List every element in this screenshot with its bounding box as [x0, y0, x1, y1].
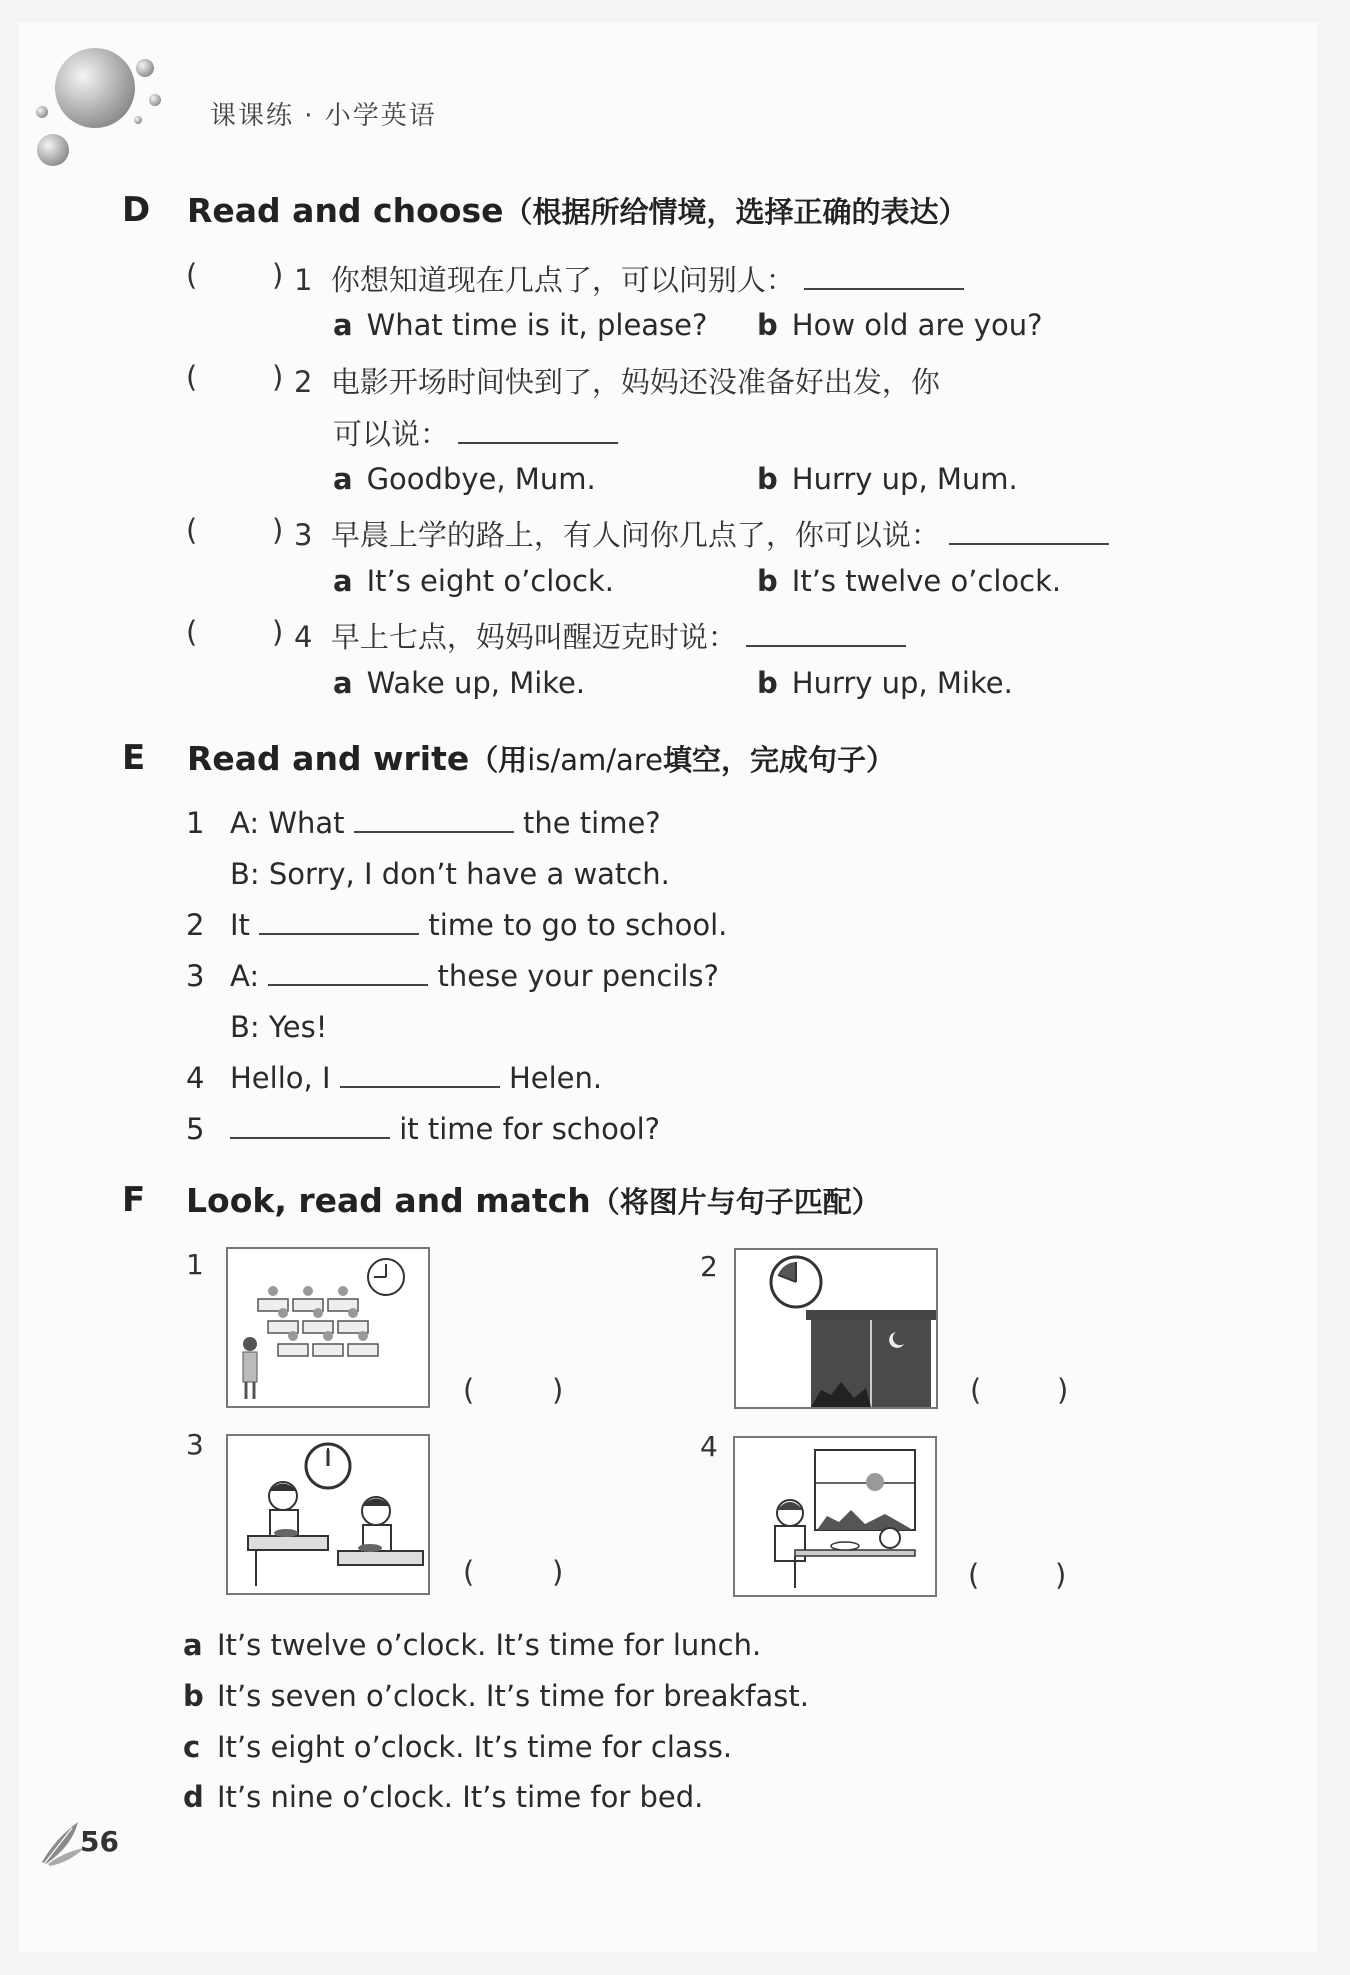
option-b: b How old are you?	[757, 308, 1043, 342]
question-prompt: 早上七点，妈妈叫醒迈克时说：	[330, 620, 737, 654]
option-a: a It’s eight o’clock.	[333, 564, 614, 598]
match-sentence-d: d It’s nine o’clock. It’s time for bed.	[183, 1780, 704, 1814]
picture-number: 3	[186, 1428, 204, 1461]
question-prompt: 电影开场时间快到了，妈妈还没准备好出发，你	[330, 365, 940, 399]
section-d-instructions: （根据所给情境，选择正确的表达）	[503, 195, 968, 229]
match-paren-close: )	[552, 1373, 564, 1407]
fill-line-5: 5 it time for school?	[186, 1112, 661, 1146]
fill-line-3b: B: Yes!	[230, 1010, 328, 1044]
answer-paren-close: )	[272, 360, 284, 394]
fill-line-3: 3 A: these your pencils?	[186, 959, 719, 993]
question-d2-line2: 可以说：	[333, 412, 618, 453]
section-e-title: Read and write（用is/am/are填空，完成句子）	[187, 739, 895, 778]
picture-number: 2	[700, 1250, 718, 1283]
answer-paren-close: )	[272, 258, 284, 292]
section-e-title-text: Read and write	[187, 739, 470, 778]
section-e-words: is/am/are	[527, 743, 663, 777]
question-number: 3	[294, 518, 313, 552]
match-paren-open: (	[463, 1555, 475, 1589]
match-paren-open: (	[968, 1558, 980, 1592]
match-sentence-a: a It’s twelve o’clock. It’s time for lunch.	[183, 1628, 762, 1662]
section-d-title-text: Read and choose	[187, 191, 504, 230]
answer-blank[interactable]	[259, 932, 419, 935]
fill-line-4: 4 Hello, I Helen.	[186, 1061, 603, 1095]
answer-blank[interactable]	[458, 441, 618, 444]
night-window-illustration-icon	[736, 1250, 936, 1407]
option-b: b Hurry up, Mike.	[757, 666, 1013, 700]
match-sentence-b: b It’s seven o’clock. It’s time for breakfast.	[183, 1679, 809, 1713]
option-b: b It’s twelve o’clock.	[757, 564, 1062, 598]
question-prompt: 早晨上学的路上，有人问你几点了，你可以说：	[330, 518, 940, 552]
match-paren-close: )	[552, 1555, 564, 1589]
question-d1	[294, 258, 964, 299]
answer-blank[interactable]	[268, 983, 428, 986]
lunch-illustration-icon	[228, 1436, 428, 1593]
classroom-illustration-icon	[228, 1249, 428, 1406]
answer-paren-open: (	[186, 258, 198, 292]
section-f-title-text: Look, read and match	[186, 1181, 591, 1220]
section-e-letter: E	[122, 738, 146, 778]
answer-paren-open: (	[186, 615, 198, 649]
section-f-instructions: （将图片与句子匹配）	[590, 1185, 881, 1219]
answer-blank[interactable]	[949, 542, 1109, 545]
classroom-picture	[226, 1247, 430, 1408]
night-window-picture	[734, 1248, 938, 1409]
section-d-title	[187, 190, 967, 231]
option-b: b Hurry up, Mum.	[757, 462, 1018, 496]
fill-line-1b: B: Sorry, I don’t have a watch.	[230, 857, 670, 891]
question-d3	[294, 513, 1109, 554]
answer-paren-open: (	[186, 513, 198, 547]
match-paren-close: )	[1055, 1558, 1067, 1592]
breakfast-illustration-icon	[735, 1438, 935, 1595]
answer-blank[interactable]	[340, 1085, 500, 1088]
bubble-decoration-icon	[30, 40, 170, 170]
picture-number: 4	[700, 1430, 718, 1463]
match-sentence-c: c It’s eight o’clock. It’s time for class.	[183, 1730, 733, 1764]
fill-line-1: 1 A: What the time?	[186, 806, 661, 840]
page-number: 56	[80, 1825, 119, 1858]
option-a: a Wake up, Mike.	[333, 666, 586, 700]
answer-paren-close: )	[272, 615, 284, 649]
match-paren-close: )	[1057, 1373, 1069, 1407]
question-d2	[294, 360, 940, 401]
answer-blank[interactable]	[354, 830, 514, 833]
answer-blank[interactable]	[230, 1136, 390, 1139]
answer-blank[interactable]	[804, 287, 964, 290]
match-paren-open: (	[970, 1373, 982, 1407]
option-a: a What time is it, please?	[333, 308, 708, 342]
question-number: 4	[294, 620, 313, 654]
fill-line-2: 2 It time to go to school.	[186, 908, 728, 942]
section-f-title	[186, 1180, 881, 1221]
lunch-picture	[226, 1434, 430, 1595]
question-number: 1	[294, 263, 313, 297]
section-f-letter: F	[122, 1180, 146, 1220]
answer-paren-close: )	[272, 513, 284, 547]
breakfast-picture	[733, 1436, 937, 1597]
section-d-letter: D	[122, 190, 151, 230]
match-paren-open: (	[463, 1373, 475, 1407]
question-number: 2	[294, 365, 313, 399]
book-title: 课课练 · 小学英语	[210, 101, 437, 131]
picture-number: 1	[186, 1248, 204, 1281]
answer-paren-open: (	[186, 360, 198, 394]
question-d4	[294, 615, 906, 656]
answer-blank[interactable]	[746, 644, 906, 647]
question-prompt: 你想知道现在几点了，可以问别人：	[330, 263, 795, 297]
option-a: a Goodbye, Mum.	[333, 462, 596, 496]
